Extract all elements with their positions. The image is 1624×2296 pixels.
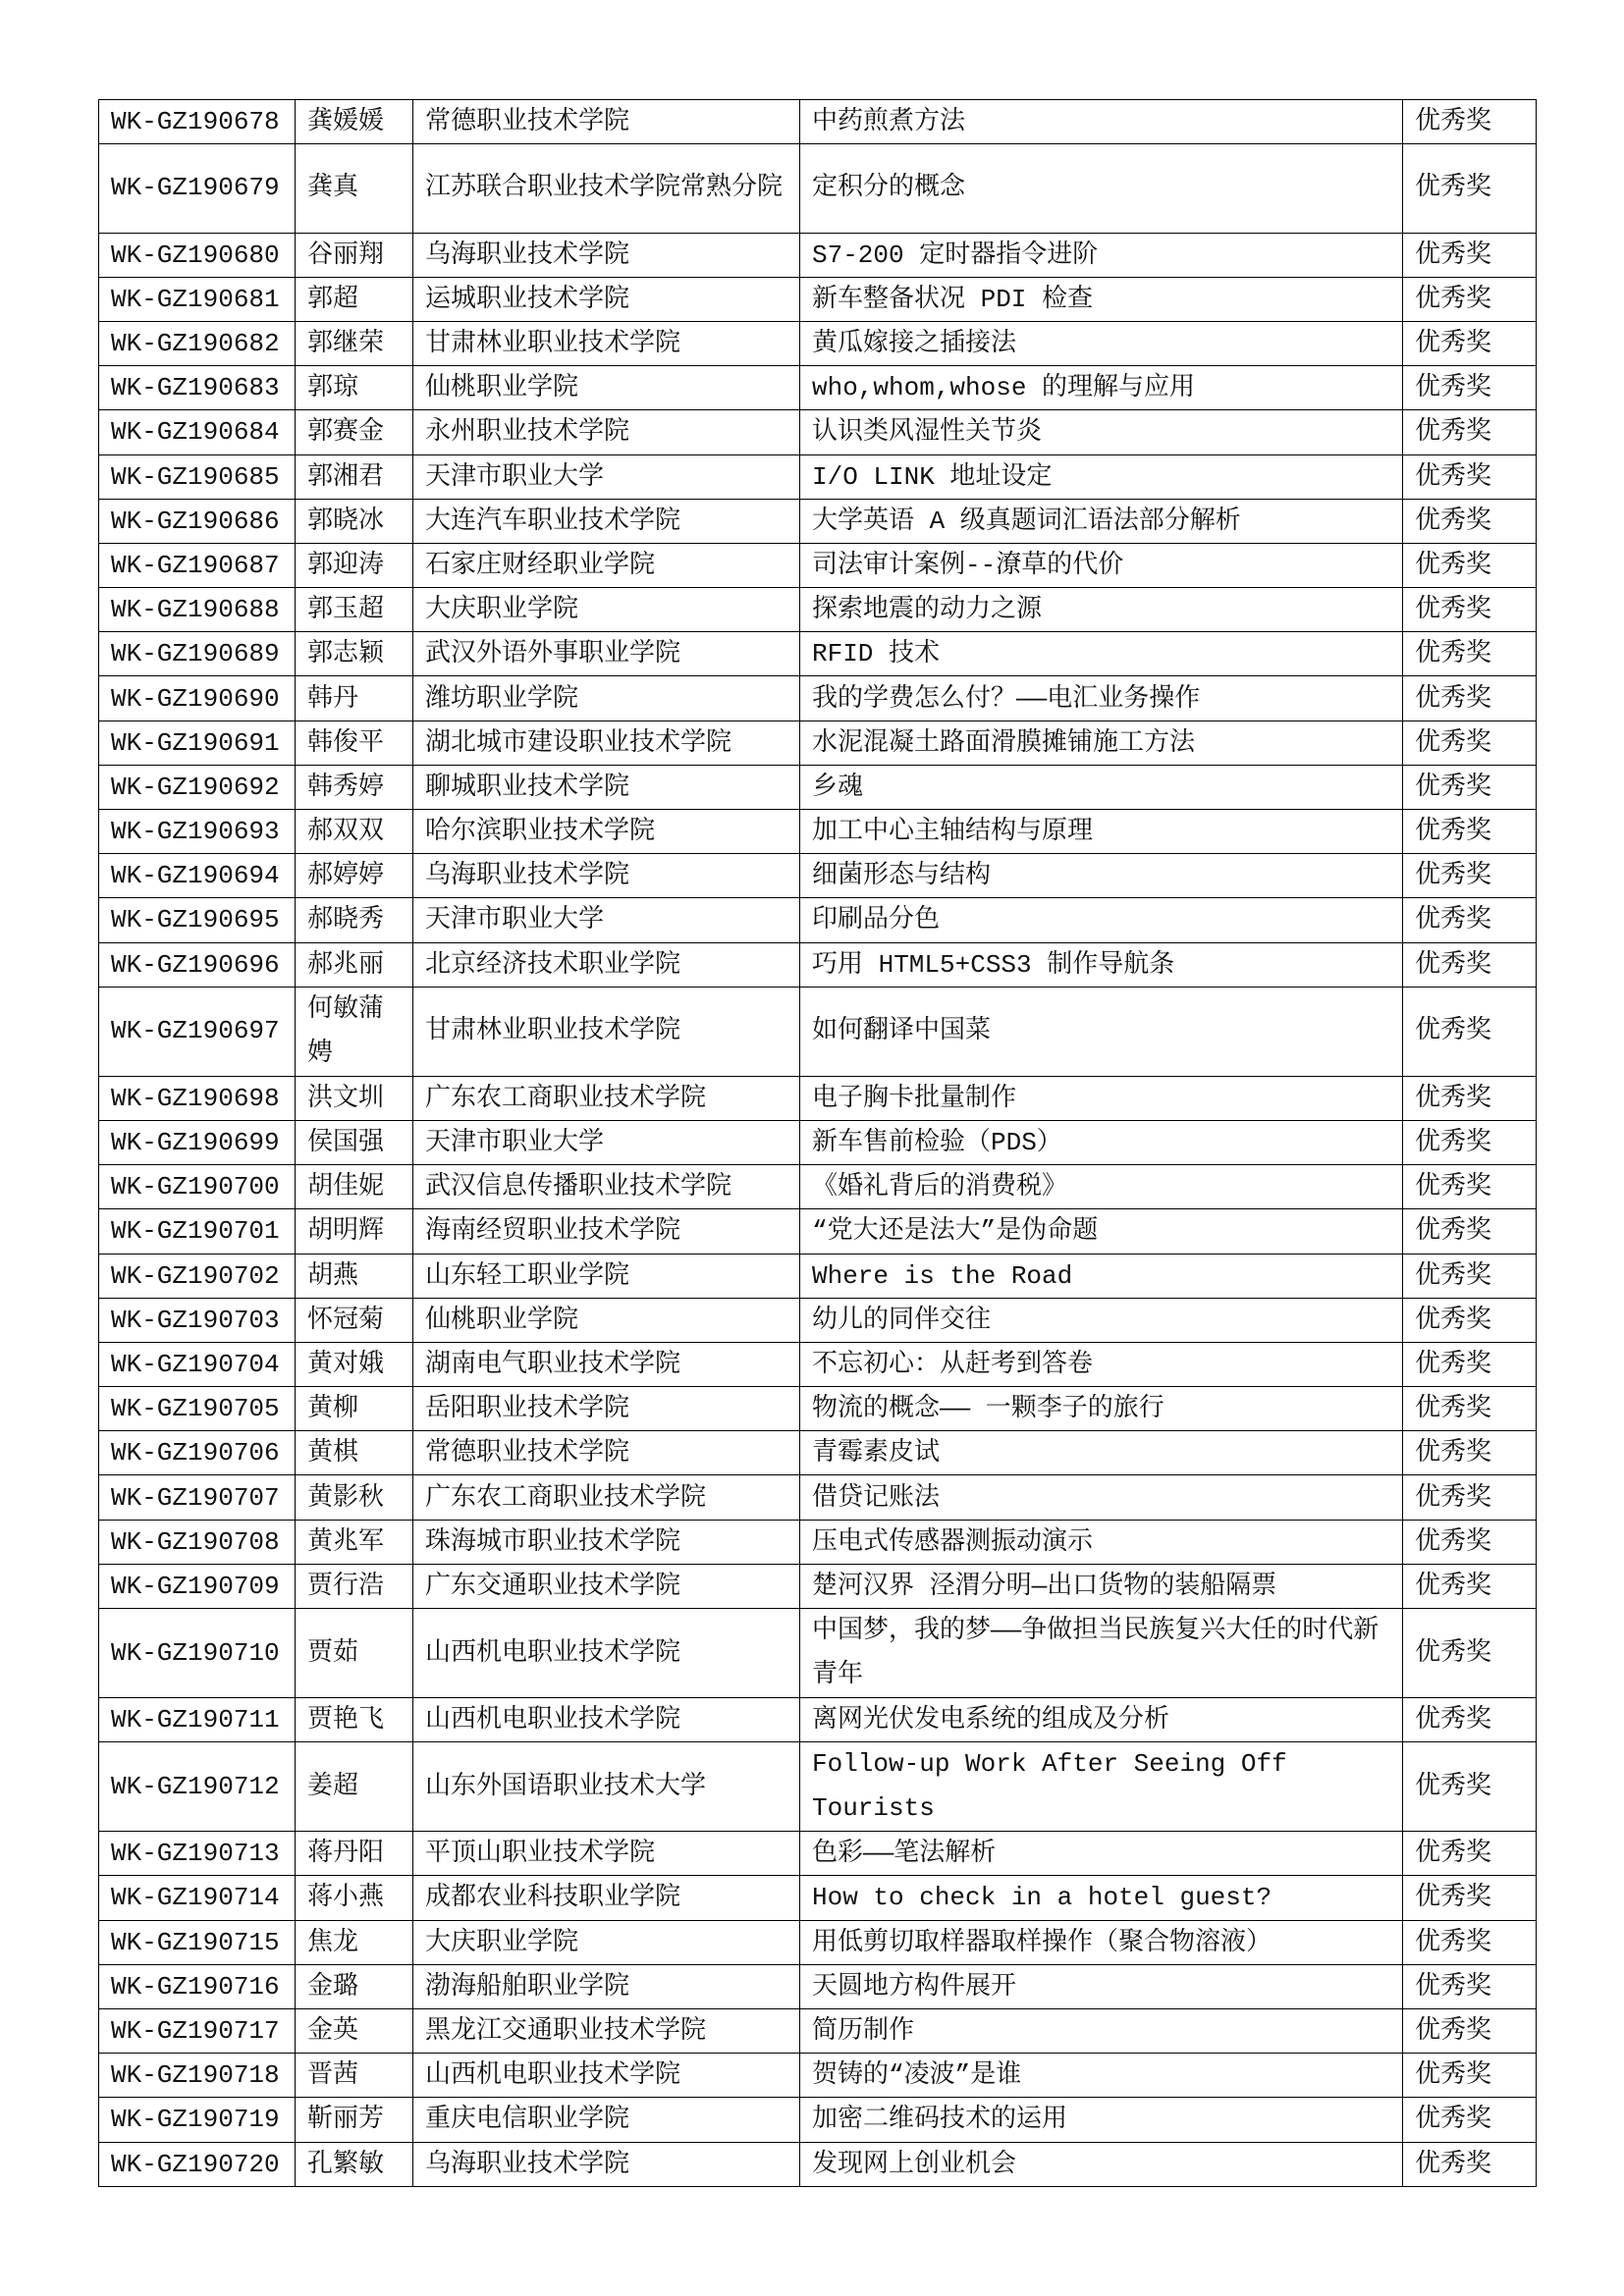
entry-id-cell: WK-GZ190706 xyxy=(99,1431,296,1475)
entry-id-cell: WK-GZ190690 xyxy=(99,676,296,721)
work-title-cell: S7-200 定时器指令进阶 xyxy=(800,233,1403,277)
entry-id-cell: WK-GZ190698 xyxy=(99,1076,296,1120)
author-name-cell: 胡明辉 xyxy=(296,1209,413,1254)
institution-cell: 黑龙江交通职业技术学院 xyxy=(413,2008,800,2053)
table-row xyxy=(99,588,1537,632)
award-cell: 优秀奖 xyxy=(1403,366,1537,410)
table-row xyxy=(99,321,1537,365)
award-cell: 优秀奖 xyxy=(1403,1387,1537,1431)
institution-cell: 大连汽车职业技术学院 xyxy=(413,499,800,543)
institution-cell: 乌海职业技术学院 xyxy=(413,854,800,898)
entry-id-cell: WK-GZ190718 xyxy=(99,2054,296,2098)
table-row xyxy=(99,543,1537,587)
work-title-cell: 用低剪切取样器取样操作（聚合物溶液） xyxy=(800,1920,1403,1964)
award-cell: 优秀奖 xyxy=(1403,1964,1537,2008)
entry-id-cell: WK-GZ190692 xyxy=(99,765,296,809)
author-name-cell: 蒋小燕 xyxy=(296,1876,413,1920)
institution-cell: 广东农工商职业技术学院 xyxy=(413,1475,800,1520)
award-cell: 优秀奖 xyxy=(1403,1876,1537,1920)
author-name-cell: 龚真 xyxy=(296,144,413,233)
table-row xyxy=(99,942,1537,987)
entry-id-cell: WK-GZ190720 xyxy=(99,2142,296,2186)
entry-id-cell: WK-GZ190680 xyxy=(99,233,296,277)
work-title-cell: 定积分的概念 xyxy=(800,144,1403,233)
author-name-cell: 郭超 xyxy=(296,277,413,321)
author-name-cell: 郭志颖 xyxy=(296,632,413,676)
institution-cell: 乌海职业技术学院 xyxy=(413,2142,800,2186)
work-title-cell: 我的学费怎么付？——电汇业务操作 xyxy=(800,676,1403,721)
work-title-cell: 贺铸的“凌波”是谁 xyxy=(800,2054,1403,2098)
institution-cell: 天津市职业大学 xyxy=(413,898,800,942)
award-cell: 优秀奖 xyxy=(1403,1742,1537,1832)
award-cell: 优秀奖 xyxy=(1403,721,1537,765)
work-title-cell: 黄瓜嫁接之插接法 xyxy=(800,321,1403,365)
entry-id-cell: WK-GZ190699 xyxy=(99,1120,296,1164)
table-row xyxy=(99,410,1537,454)
institution-cell: 甘肃林业职业技术学院 xyxy=(413,321,800,365)
work-title-cell: 电子胸卡批量制作 xyxy=(800,1076,1403,1120)
institution-cell: 仙桃职业学院 xyxy=(413,366,800,410)
author-name-cell: 郭湘君 xyxy=(296,454,413,499)
award-cell: 优秀奖 xyxy=(1403,2098,1537,2142)
author-name-cell: 郭迎涛 xyxy=(296,543,413,587)
work-title-cell: 楚河汉界 泾渭分明—出口货物的装船隔票 xyxy=(800,1564,1403,1608)
entry-id-cell: WK-GZ190702 xyxy=(99,1254,296,1298)
award-cell: 优秀奖 xyxy=(1403,1431,1537,1475)
award-cell: 优秀奖 xyxy=(1403,942,1537,987)
work-title-cell: 发现网上创业机会 xyxy=(800,2142,1403,2186)
table-row xyxy=(99,1698,1537,1742)
author-name-cell: 郝双双 xyxy=(296,810,413,854)
author-name-cell: 黄兆军 xyxy=(296,1520,413,1564)
table-row xyxy=(99,2098,1537,2142)
institution-cell: 哈尔滨职业技术学院 xyxy=(413,810,800,854)
institution-cell: 常德职业技术学院 xyxy=(413,1431,800,1475)
award-cell: 优秀奖 xyxy=(1403,854,1537,898)
entry-id-cell: WK-GZ190683 xyxy=(99,366,296,410)
work-title-cell: 天圆地方构件展开 xyxy=(800,1964,1403,2008)
work-title-cell: 如何翻译中国菜 xyxy=(800,987,1403,1076)
institution-cell: 重庆电信职业学院 xyxy=(413,2098,800,2142)
author-name-cell: 侯国强 xyxy=(296,1120,413,1164)
table-row xyxy=(99,810,1537,854)
work-title-cell: “党大还是法大”是伪命题 xyxy=(800,1209,1403,1254)
author-name-cell: 黄棋 xyxy=(296,1431,413,1475)
table-row xyxy=(99,1342,1537,1386)
institution-cell: 广东交通职业技术学院 xyxy=(413,1564,800,1608)
table-row xyxy=(99,632,1537,676)
author-name-cell: 贾行浩 xyxy=(296,1564,413,1608)
award-cell: 优秀奖 xyxy=(1403,1920,1537,1964)
institution-cell: 大庆职业学院 xyxy=(413,1920,800,1964)
work-title-cell: How to check in a hotel guest? xyxy=(800,1876,1403,1920)
entry-id-cell: WK-GZ190713 xyxy=(99,1832,296,1876)
table-row xyxy=(99,1254,1537,1298)
author-name-cell: 郝晓秀 xyxy=(296,898,413,942)
institution-cell: 天津市职业大学 xyxy=(413,1120,800,1164)
award-cell: 优秀奖 xyxy=(1403,277,1537,321)
institution-cell: 武汉外语外事职业学院 xyxy=(413,632,800,676)
table-row xyxy=(99,854,1537,898)
award-table-body xyxy=(99,100,1537,2187)
table-row xyxy=(99,1387,1537,1431)
author-name-cell: 韩俊平 xyxy=(296,721,413,765)
table-row xyxy=(99,233,1537,277)
table-row xyxy=(99,1876,1537,1920)
table-row xyxy=(99,765,1537,809)
author-name-cell: 孔繁敏 xyxy=(296,2142,413,2186)
institution-cell: 常德职业技术学院 xyxy=(413,100,800,144)
author-name-cell: 何敏蒲娉 xyxy=(296,987,413,1076)
award-cell: 优秀奖 xyxy=(1403,1209,1537,1254)
award-cell: 优秀奖 xyxy=(1403,321,1537,365)
author-name-cell: 黄柳 xyxy=(296,1387,413,1431)
author-name-cell: 郝兆丽 xyxy=(296,942,413,987)
award-cell: 优秀奖 xyxy=(1403,543,1537,587)
award-cell: 优秀奖 xyxy=(1403,1698,1537,1742)
table-row xyxy=(99,1120,1537,1164)
institution-cell: 平顶山职业技术学院 xyxy=(413,1832,800,1876)
table-row xyxy=(99,987,1537,1076)
author-name-cell: 蒋丹阳 xyxy=(296,1832,413,1876)
author-name-cell: 郝婷婷 xyxy=(296,854,413,898)
author-name-cell: 郭赛金 xyxy=(296,410,413,454)
institution-cell: 湖北城市建设职业技术学院 xyxy=(413,721,800,765)
institution-cell: 永州职业技术学院 xyxy=(413,410,800,454)
institution-cell: 山西机电职业技术学院 xyxy=(413,1609,800,1698)
institution-cell: 江苏联合职业技术学院常熟分院 xyxy=(413,144,800,233)
entry-id-cell: WK-GZ190682 xyxy=(99,321,296,365)
institution-cell: 渤海船舶职业学院 xyxy=(413,1964,800,2008)
institution-cell: 乌海职业技术学院 xyxy=(413,233,800,277)
institution-cell: 潍坊职业学院 xyxy=(413,676,800,721)
work-title-cell: 不忘初心：从赶考到答卷 xyxy=(800,1342,1403,1386)
entry-id-cell: WK-GZ190695 xyxy=(99,898,296,942)
author-name-cell: 郭琼 xyxy=(296,366,413,410)
award-cell: 优秀奖 xyxy=(1403,632,1537,676)
table-row xyxy=(99,144,1537,233)
award-cell: 优秀奖 xyxy=(1403,233,1537,277)
institution-cell: 山西机电职业技术学院 xyxy=(413,2054,800,2098)
work-title-cell: 青霉素皮试 xyxy=(800,1431,1403,1475)
award-cell: 优秀奖 xyxy=(1403,454,1537,499)
work-title-cell: 大学英语 A 级真题词汇语法部分解析 xyxy=(800,499,1403,543)
work-title-cell: RFID 技术 xyxy=(800,632,1403,676)
award-cell: 优秀奖 xyxy=(1403,1609,1537,1698)
institution-cell: 北京经济技术职业学院 xyxy=(413,942,800,987)
entry-id-cell: WK-GZ190700 xyxy=(99,1165,296,1209)
author-name-cell: 金璐 xyxy=(296,1964,413,2008)
award-cell: 优秀奖 xyxy=(1403,1298,1537,1342)
table-row xyxy=(99,898,1537,942)
table-row xyxy=(99,1475,1537,1520)
work-title-cell: 新车售前检验（PDS） xyxy=(800,1120,1403,1164)
author-name-cell: 贾艳飞 xyxy=(296,1698,413,1742)
work-title-cell: 巧用 HTML5+CSS3 制作导航条 xyxy=(800,942,1403,987)
award-cell: 优秀奖 xyxy=(1403,1254,1537,1298)
institution-cell: 大庆职业学院 xyxy=(413,588,800,632)
author-name-cell: 谷丽翔 xyxy=(296,233,413,277)
work-title-cell: 简历制作 xyxy=(800,2008,1403,2053)
award-cell: 优秀奖 xyxy=(1403,100,1537,144)
table-row xyxy=(99,1964,1537,2008)
work-title-cell: 探索地震的动力之源 xyxy=(800,588,1403,632)
work-title-cell: 加工中心主轴结构与原理 xyxy=(800,810,1403,854)
table-row xyxy=(99,1742,1537,1832)
institution-cell: 山东外国语职业技术大学 xyxy=(413,1742,800,1832)
award-cell: 优秀奖 xyxy=(1403,410,1537,454)
award-cell: 优秀奖 xyxy=(1403,1475,1537,1520)
entry-id-cell: WK-GZ190681 xyxy=(99,277,296,321)
award-cell: 优秀奖 xyxy=(1403,1120,1537,1164)
entry-id-cell: WK-GZ190687 xyxy=(99,543,296,587)
entry-id-cell: WK-GZ190703 xyxy=(99,1298,296,1342)
award-cell: 优秀奖 xyxy=(1403,676,1537,721)
entry-id-cell: WK-GZ190711 xyxy=(99,1698,296,1742)
institution-cell: 海南经贸职业技术学院 xyxy=(413,1209,800,1254)
institution-cell: 武汉信息传播职业技术学院 xyxy=(413,1165,800,1209)
author-name-cell: 郭玉超 xyxy=(296,588,413,632)
entry-id-cell: WK-GZ190684 xyxy=(99,410,296,454)
award-cell: 优秀奖 xyxy=(1403,2008,1537,2053)
work-title-cell: 幼儿的同伴交往 xyxy=(800,1298,1403,1342)
entry-id-cell: WK-GZ190686 xyxy=(99,499,296,543)
author-name-cell: 靳丽芳 xyxy=(296,2098,413,2142)
institution-cell: 石家庄财经职业学院 xyxy=(413,543,800,587)
table-row xyxy=(99,454,1537,499)
work-title-cell: 乡魂 xyxy=(800,765,1403,809)
award-cell: 优秀奖 xyxy=(1403,144,1537,233)
entry-id-cell: WK-GZ190716 xyxy=(99,1964,296,2008)
author-name-cell: 胡佳妮 xyxy=(296,1165,413,1209)
award-cell: 优秀奖 xyxy=(1403,987,1537,1076)
award-cell: 优秀奖 xyxy=(1403,1520,1537,1564)
work-title-cell: 新车整备状况 PDI 检查 xyxy=(800,277,1403,321)
table-row xyxy=(99,676,1537,721)
table-row xyxy=(99,1165,1537,1209)
table-row xyxy=(99,1920,1537,1964)
entry-id-cell: WK-GZ190678 xyxy=(99,100,296,144)
award-cell: 优秀奖 xyxy=(1403,765,1537,809)
institution-cell: 聊城职业技术学院 xyxy=(413,765,800,809)
entry-id-cell: WK-GZ190691 xyxy=(99,721,296,765)
table-row xyxy=(99,1431,1537,1475)
author-name-cell: 黄影秋 xyxy=(296,1475,413,1520)
work-title-cell: 水泥混凝土路面滑膜摊铺施工方法 xyxy=(800,721,1403,765)
work-title-cell: Where is the Road xyxy=(800,1254,1403,1298)
institution-cell: 珠海城市职业技术学院 xyxy=(413,1520,800,1564)
table-row xyxy=(99,1076,1537,1120)
table-row xyxy=(99,1209,1537,1254)
work-title-cell: 中药煎煮方法 xyxy=(800,100,1403,144)
author-name-cell: 金英 xyxy=(296,2008,413,2053)
entry-id-cell: WK-GZ190710 xyxy=(99,1609,296,1698)
table-row xyxy=(99,1520,1537,1564)
work-title-cell: 借贷记账法 xyxy=(800,1475,1403,1520)
author-name-cell: 怀冠菊 xyxy=(296,1298,413,1342)
award-cell: 优秀奖 xyxy=(1403,2142,1537,2186)
entry-id-cell: WK-GZ190696 xyxy=(99,942,296,987)
work-title-cell: 认识类风湿性关节炎 xyxy=(800,410,1403,454)
table-row xyxy=(99,499,1537,543)
work-title-cell: 色彩——笔法解析 xyxy=(800,1832,1403,1876)
institution-cell: 山东轻工职业学院 xyxy=(413,1254,800,1298)
author-name-cell: 龚媛媛 xyxy=(296,100,413,144)
institution-cell: 广东农工商职业技术学院 xyxy=(413,1076,800,1120)
institution-cell: 运城职业技术学院 xyxy=(413,277,800,321)
entry-id-cell: WK-GZ190719 xyxy=(99,2098,296,2142)
work-title-cell: Follow-up Work After Seeing Off Tourists xyxy=(800,1742,1403,1832)
table-row xyxy=(99,1832,1537,1876)
entry-id-cell: WK-GZ190694 xyxy=(99,854,296,898)
institution-cell: 天津市职业大学 xyxy=(413,454,800,499)
entry-id-cell: WK-GZ190689 xyxy=(99,632,296,676)
award-cell: 优秀奖 xyxy=(1403,499,1537,543)
institution-cell: 仙桃职业学院 xyxy=(413,1298,800,1342)
work-title-cell: who,whom,whose 的理解与应用 xyxy=(800,366,1403,410)
institution-cell: 岳阳职业技术学院 xyxy=(413,1387,800,1431)
entry-id-cell: WK-GZ190701 xyxy=(99,1209,296,1254)
table-row xyxy=(99,1609,1537,1698)
table-row xyxy=(99,366,1537,410)
entry-id-cell: WK-GZ190714 xyxy=(99,1876,296,1920)
work-title-cell: 中国梦，我的梦——争做担当民族复兴大任的时代新青年 xyxy=(800,1609,1403,1698)
work-title-cell: 《婚礼背后的消费税》 xyxy=(800,1165,1403,1209)
work-title-cell: I/O LINK 地址设定 xyxy=(800,454,1403,499)
author-name-cell: 黄对娥 xyxy=(296,1342,413,1386)
entry-id-cell: WK-GZ190679 xyxy=(99,144,296,233)
work-title-cell: 加密二维码技术的运用 xyxy=(800,2098,1403,2142)
author-name-cell: 洪文圳 xyxy=(296,1076,413,1120)
work-title-cell: 司法审计案例--潦草的代价 xyxy=(800,543,1403,587)
author-name-cell: 韩秀婷 xyxy=(296,765,413,809)
author-name-cell: 韩丹 xyxy=(296,676,413,721)
entry-id-cell: WK-GZ190685 xyxy=(99,454,296,499)
entry-id-cell: WK-GZ190715 xyxy=(99,1920,296,1964)
table-row xyxy=(99,1298,1537,1342)
entry-id-cell: WK-GZ190712 xyxy=(99,1742,296,1832)
table-row xyxy=(99,2142,1537,2186)
award-cell: 优秀奖 xyxy=(1403,1165,1537,1209)
entry-id-cell: WK-GZ190704 xyxy=(99,1342,296,1386)
entry-id-cell: WK-GZ190688 xyxy=(99,588,296,632)
institution-cell: 山西机电职业技术学院 xyxy=(413,1698,800,1742)
award-cell: 优秀奖 xyxy=(1403,1832,1537,1876)
entry-id-cell: WK-GZ190693 xyxy=(99,810,296,854)
entry-id-cell: WK-GZ190707 xyxy=(99,1475,296,1520)
award-cell: 优秀奖 xyxy=(1403,810,1537,854)
work-title-cell: 物流的概念—— 一颗李子的旅行 xyxy=(800,1387,1403,1431)
award-cell: 优秀奖 xyxy=(1403,1342,1537,1386)
award-cell: 优秀奖 xyxy=(1403,898,1537,942)
work-title-cell: 细菌形态与结构 xyxy=(800,854,1403,898)
table-row xyxy=(99,2054,1537,2098)
author-name-cell: 焦龙 xyxy=(296,1920,413,1964)
table-row xyxy=(99,2008,1537,2053)
author-name-cell: 姜超 xyxy=(296,1742,413,1832)
table-row xyxy=(99,100,1537,144)
institution-cell: 甘肃林业职业技术学院 xyxy=(413,987,800,1076)
author-name-cell: 晋茜 xyxy=(296,2054,413,2098)
entry-id-cell: WK-GZ190717 xyxy=(99,2008,296,2053)
award-cell: 优秀奖 xyxy=(1403,1564,1537,1608)
table-row xyxy=(99,1564,1537,1608)
entry-id-cell: WK-GZ190709 xyxy=(99,1564,296,1608)
institution-cell: 成都农业科技职业学院 xyxy=(413,1876,800,1920)
award-cell: 优秀奖 xyxy=(1403,2054,1537,2098)
institution-cell: 湖南电气职业技术学院 xyxy=(413,1342,800,1386)
author-name-cell: 郭继荣 xyxy=(296,321,413,365)
entry-id-cell: WK-GZ190705 xyxy=(99,1387,296,1431)
entry-id-cell: WK-GZ190708 xyxy=(99,1520,296,1564)
author-name-cell: 郭晓冰 xyxy=(296,499,413,543)
award-cell: 优秀奖 xyxy=(1403,588,1537,632)
table-row xyxy=(99,721,1537,765)
author-name-cell: 胡燕 xyxy=(296,1254,413,1298)
entry-id-cell: WK-GZ190697 xyxy=(99,987,296,1076)
author-name-cell: 贾茹 xyxy=(296,1609,413,1698)
work-title-cell: 印刷品分色 xyxy=(800,898,1403,942)
table-row xyxy=(99,277,1537,321)
award-table xyxy=(98,99,1537,2187)
work-title-cell: 压电式传感器测振动演示 xyxy=(800,1520,1403,1564)
award-cell: 优秀奖 xyxy=(1403,1076,1537,1120)
work-title-cell: 离网光伏发电系统的组成及分析 xyxy=(800,1698,1403,1742)
